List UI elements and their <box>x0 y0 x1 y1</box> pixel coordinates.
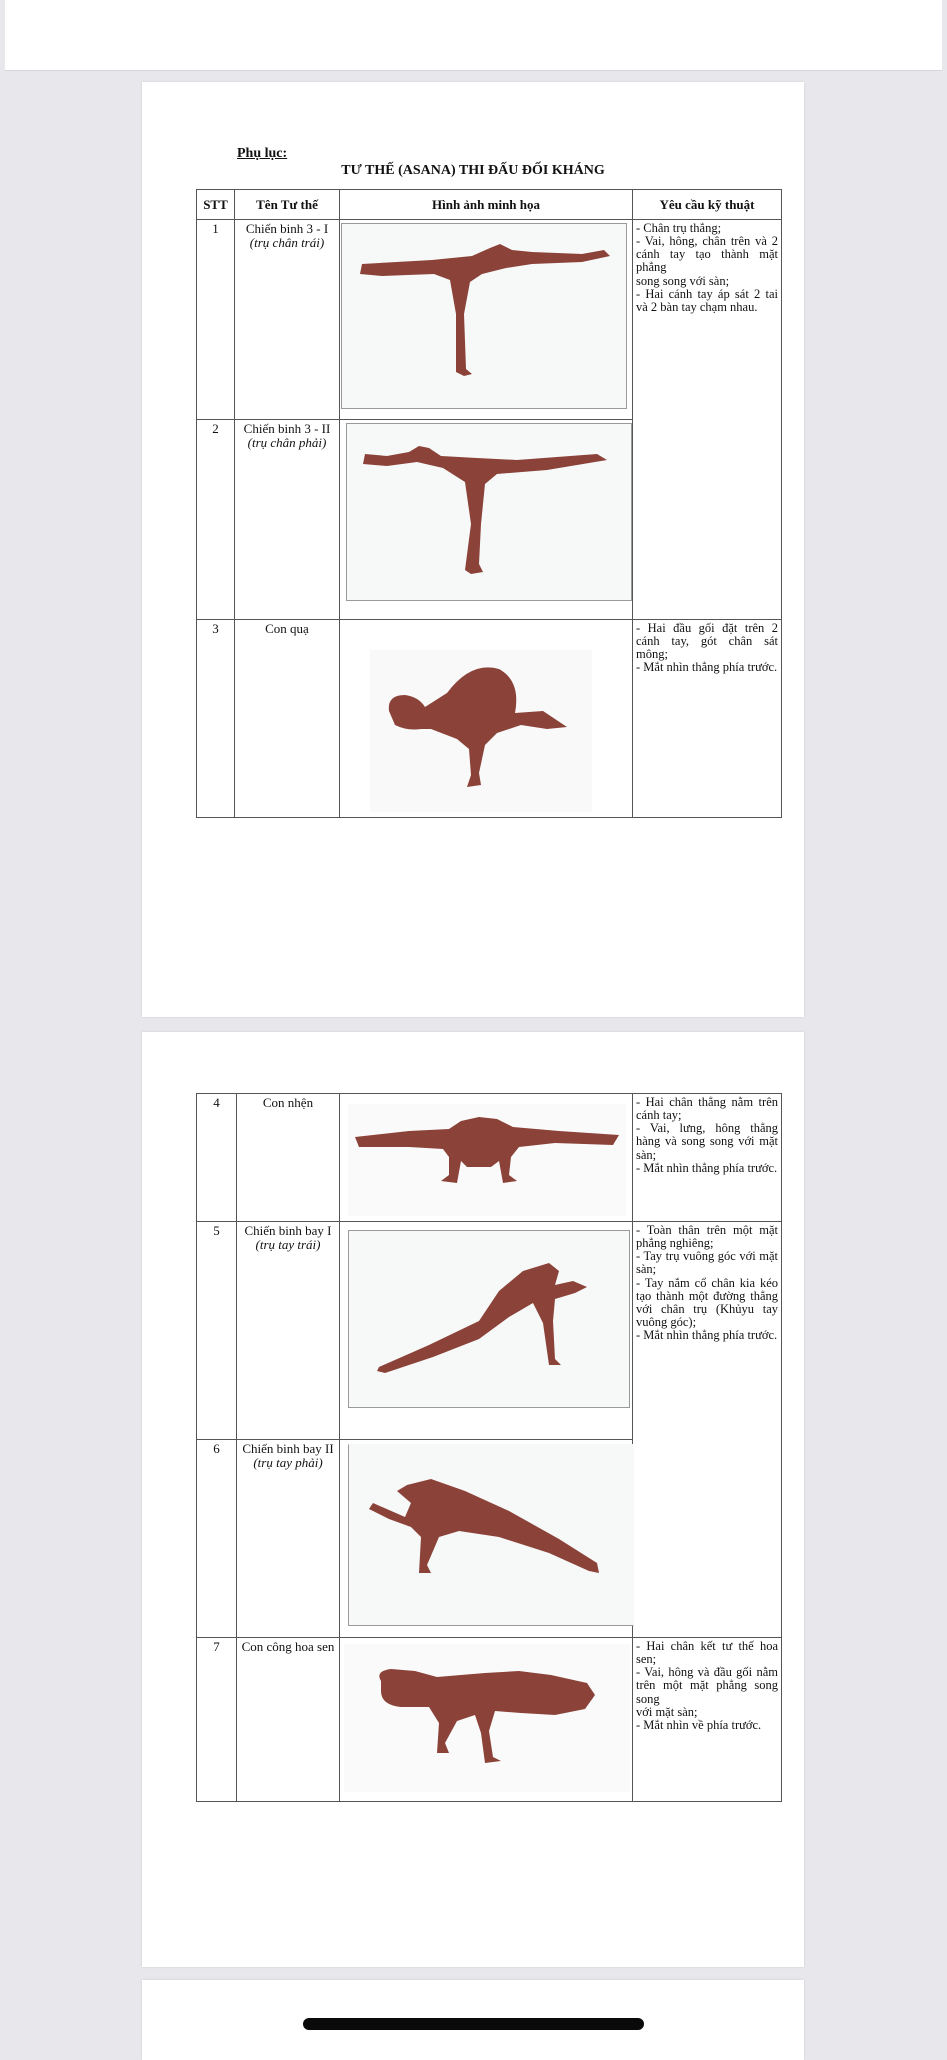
appendix-label: Phụ lục: <box>237 146 288 161</box>
row-number: 4 <box>197 1094 237 1222</box>
pose-note: (trụ tay phải) <box>253 1454 323 1470</box>
requirements-text: - Chân trụ thẳng; - Vai, hông, chân trên và 2 cánh tay tạo thành mặt phẳng song song với sàn; - Hai cánh tay áp sát 2 tai và 2 bàn tay chạm nhau. <box>633 220 782 420</box>
pose-illustration-cell <box>340 1638 633 1802</box>
asana-table-part-2 <box>196 1093 782 1802</box>
warrior-3-left-pose-icon <box>341 223 627 409</box>
header-illustration: Hình ảnh minh họa <box>340 190 633 220</box>
crow-pose-icon <box>370 650 592 812</box>
table-row <box>197 1094 782 1222</box>
pose-note: (trụ tay trái) <box>255 1236 321 1252</box>
pose-illustration-cell <box>340 620 633 818</box>
pose-name: Chiến binh bay II (trụ tay phải) <box>237 1440 340 1638</box>
pose-illustration-cell <box>340 1094 633 1222</box>
pose-note: (trụ chân trái) <box>249 234 325 250</box>
flying-warrior-right-pose-icon <box>348 1444 634 1626</box>
pose-name: Con nhện <box>237 1094 340 1222</box>
row-number: 3 <box>197 620 235 818</box>
requirements-text: - Toàn thân trên một mặt phẳng nghiêng; - Tay trụ vuông góc với mặt sàn; - Tay nắm cổ chân kia kéo tạo thành một đường thẳng với chân trụ (Khủyu tay vuông góc); - Mắt nhìn thẳng phía trước. <box>633 1222 782 1440</box>
spider-pose-icon <box>348 1104 626 1216</box>
row-number: 5 <box>197 1222 237 1440</box>
viewer-top-bar <box>5 0 942 71</box>
row-number: 7 <box>197 1638 237 1802</box>
flying-warrior-left-pose-icon <box>348 1230 630 1408</box>
table-row <box>197 1222 782 1440</box>
requirements-text <box>633 420 782 620</box>
table-row <box>197 1638 782 1802</box>
pose-illustration-cell <box>340 220 633 420</box>
asana-table-part-1 <box>196 189 782 818</box>
pose-illustration-cell <box>340 420 633 620</box>
requirements-text: - Hai chân thẳng nằm trên cánh tay; - Vai, lưng, hông thẳng hàng và song song với mặt sàn; - Mắt nhìn thẳng phía trước. <box>633 1094 782 1222</box>
table-row <box>197 220 782 420</box>
header-stt: STT <box>197 190 235 220</box>
requirements-text <box>633 1440 782 1638</box>
row-number: 6 <box>197 1440 237 1638</box>
table-row <box>197 420 782 620</box>
pose-illustration-cell <box>340 1440 633 1638</box>
lotus-peacock-pose-icon <box>344 1644 630 1792</box>
requirements-text: - Hai chân kết tư thế hoa sen; - Vai, hông và đầu gối nằm trên một mặt phẳng song song với mặt sàn; - Mắt nhìn về phía trước. <box>633 1638 782 1802</box>
row-number: 1 <box>197 220 235 420</box>
pose-note: (trụ chân phải) <box>247 434 327 450</box>
document-page-2 <box>142 1032 804 1967</box>
pose-name: Con công hoa sen <box>237 1638 340 1802</box>
page-title: TƯ THẾ (ASANA) THI ĐẤU ĐỐI KHÁNG <box>341 163 605 178</box>
header-pose-name: Tên Tư thế <box>235 190 340 220</box>
requirements-text: - Hai đầu gối đặt trên 2 cánh tay, gót chân sát mông; - Mắt nhìn thẳng phía trước. <box>633 620 782 818</box>
pose-name: Con quạ <box>235 620 340 818</box>
pose-name: Chiến binh bay I (trụ tay trái) <box>237 1222 340 1440</box>
pose-name: Chiến binh 3 - II (trụ chân phải) <box>235 420 340 620</box>
header-requirements: Yêu cầu kỹ thuật <box>633 190 782 220</box>
pose-illustration-cell <box>340 1222 633 1440</box>
document-page-1 <box>142 82 804 1017</box>
pose-name: Chiến binh 3 - I (trụ chân trái) <box>235 220 340 420</box>
table-row <box>197 620 782 818</box>
table-row <box>197 1440 782 1638</box>
home-indicator[interactable] <box>303 2018 644 2030</box>
warrior-3-right-pose-icon <box>346 423 632 601</box>
row-number: 2 <box>197 420 235 620</box>
